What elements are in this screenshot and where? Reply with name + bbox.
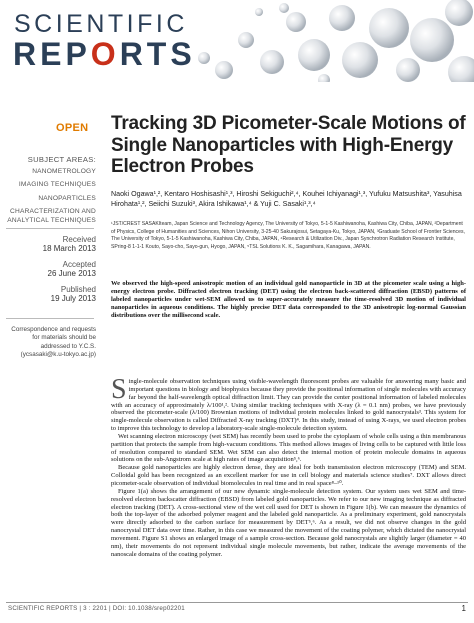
paragraph: Single-molecule observation techniques using visible-wavelength fluorescent probes are valuable for answering many basic and important questions in biology and biophysics because they provide the positional information of single molecules with accuracy far beyond the half-wavelength optical diffraction limit. They can provide the center positional information of labeled molecules with an accuracy of approximately λ/100¹,². Using similar tracking techniques with X-ray (λ = 0.1 nm) probes, we have previously observed the picometer-scale (λ/100) Brownian motions of individual protein molecules linked to gold nanocrystals³. This system for single-molecule observation is called Diffracted X-ray tracking (DXT)⁴. In this study, instead of using X-rays, we used electron probes to improve this technology to develop a laboratory-scale single-molecule detection system. <box>111 374 466 433</box>
abstract: We observed the high-speed anisotropic motion of an individual gold nanoparticle in 3D at the picometer scale using a high-energy electron probe. Diffracted electron tracking (DET) using the electron back-scattered diffraction (EBSD) patterns of labeled nanoparticles under wet-SEM allowed us to super-accurately measure the time-resolved 3D motion of individual nanoparticles in aqueous conditions. The highly precise DET data corresponded to the 3D anisotropic log-normal Gaussian distributions over the millisecond scale. <box>111 280 466 319</box>
paragraph: Wet scanning electron microscopy (wet SEM) has recently been used to probe the cytoplasm of whole cells using a thin membranous partition that protects the sample from high-vacuum conditions. This method allows images of living cells to be captured with little loss of resolution compared to standard SEM. Wet SEM can also detect the internal motion of protein molecule domains in aqueous solutions on the sub-Angstrom scale at high rates of image acquisition⁵,⁶. <box>111 432 466 464</box>
subject-item[interactable]: CHARACTERIZATION AND ANALYTICAL TECHNIQUES <box>7 208 96 224</box>
paragraph: Figure 1(a) shows the arrangement of our new dynamic single-molecule detection system. Our system uses wet SEM and time-resolved electron backscatter diffraction (EBSD) from labeled gold nanoparticles. We refer to our new imaging technique as diffracted electron tracking (DET). A cross-sectional view of the wet cell used for DET is shown in Figure 1(b). We can measure the dynamics of both the top-layer of the adsorbed polymer reagent and the labeled gold nanoparticle. As a preliminary experiment, gold nanocrystals were directly adsorbed to the carbon surface for measurement by DET⁵,⁶. As a result, we did not observe changes in the gold nanocrystal DET data over time. Rather, in this case we measured the movement of the coating polymer, which dictated the nanocrystal movement. Figure S1 shows an enlarged image of a sample cross-section. Because gold nanocrystals are slightly larger (diameter = 40 nm), their movements do not represent individual single molecule movements, but rather, indicate the average movements of the nanoscale domains of the coating polymer. <box>111 487 466 558</box>
journal-masthead <box>0 0 474 82</box>
publication-dates <box>4 236 96 312</box>
subject-areas-heading: SUBJECT AREAS: <box>27 155 96 164</box>
accepted-date: 26 June 2013 <box>47 268 96 278</box>
journal-citation: SCIENTIFIC REPORTS | 3 : 2201 | DOI: 10.1038/srep02201 <box>8 605 185 612</box>
published-date: 19 July 2013 <box>50 293 96 303</box>
accepted-label: Accepted <box>62 260 96 270</box>
journal-logo-accent: O <box>90 36 120 72</box>
subject-item[interactable]: NANOMETROLOGY <box>32 167 96 175</box>
journal-name-line2: REPORTS <box>13 36 196 72</box>
article-title: Tracking 3D Picometer-Scale Motions of Single Nanoparticles with High-Energy Electron Probes <box>111 113 466 177</box>
page-number: 1 <box>461 604 466 613</box>
molecule-bubbles-graphic <box>184 0 474 82</box>
sidebar-divider <box>6 228 94 229</box>
subject-areas <box>4 156 96 231</box>
footer-divider <box>6 602 468 603</box>
received-label: Received <box>62 235 96 244</box>
published-label: Published <box>60 285 96 295</box>
article-body <box>111 374 466 558</box>
subject-item[interactable]: NANOPARTICLES <box>38 194 96 202</box>
paragraph: Because gold nanoparticles are highly electron dense, they are ideal for both transmission electron microscopy (TEM) and SEM. Colloidal gold has been recognized as an excellent marker for use in cell biology and materials science studies⁷. DXT allows direct picometer-scale observation of individual biomolecules in real time and in real space⁸–¹⁰. <box>111 464 466 487</box>
open-access-label: OPEN <box>56 122 89 134</box>
drop-cap: S <box>111 374 127 405</box>
journal-name-line1: SCIENTIFIC <box>14 10 188 38</box>
correspondence-note: Correspondence and requests for materials should be addressed to Y.C.S. (ycsasaki@k.u-tokyo.ac.jp) <box>11 326 96 358</box>
subject-item[interactable]: IMAGING TECHNIQUES <box>18 181 96 189</box>
received-date: 18 March 2013 <box>42 243 96 253</box>
author-list: Naoki Ogawa¹,², Kentaro Hoshisashi¹,³, Hiroshi Sekiguchi²,⁴, Kouhei Ichiyanagi¹,³, Yufuku Matsushita³, Yasuhisa Hirohata¹,², Seiichi Suzuki³, Akira Ishikawa¹,⁴ & Yuji C. Sasaki¹,³,⁴ <box>111 190 462 208</box>
sidebar-divider <box>6 318 94 319</box>
affiliations: ¹JST/CREST SASAKIteam, Japan Science and Technology Agency, The University of Tokyo, 5-1-5 Kashiwanoha, Kashiwa City, Chiba, JAPAN, ²Department of Physics, College of Humanities and Sciences, Nihon University, 3-25-40 Sakurajosui, Setagaya-Ku, Tokyo, JAPAN, ³Graduate School of Frontier Sciences, The University of Tokyo, 5-1-5 Kashiwanoha, Kashiwa City, Chiba, JAPAN, ⁴Research & Utilization Div., Japan Synchrotron Radiation Research Institute, SPring-8 1-1-1 Kouto, Sayo-cho, Sayo-gun, Hyogo, JAPAN, ⁵TSL Solutions K. K., Sagamihara, Kanagawa, JAPAN. <box>111 221 465 251</box>
